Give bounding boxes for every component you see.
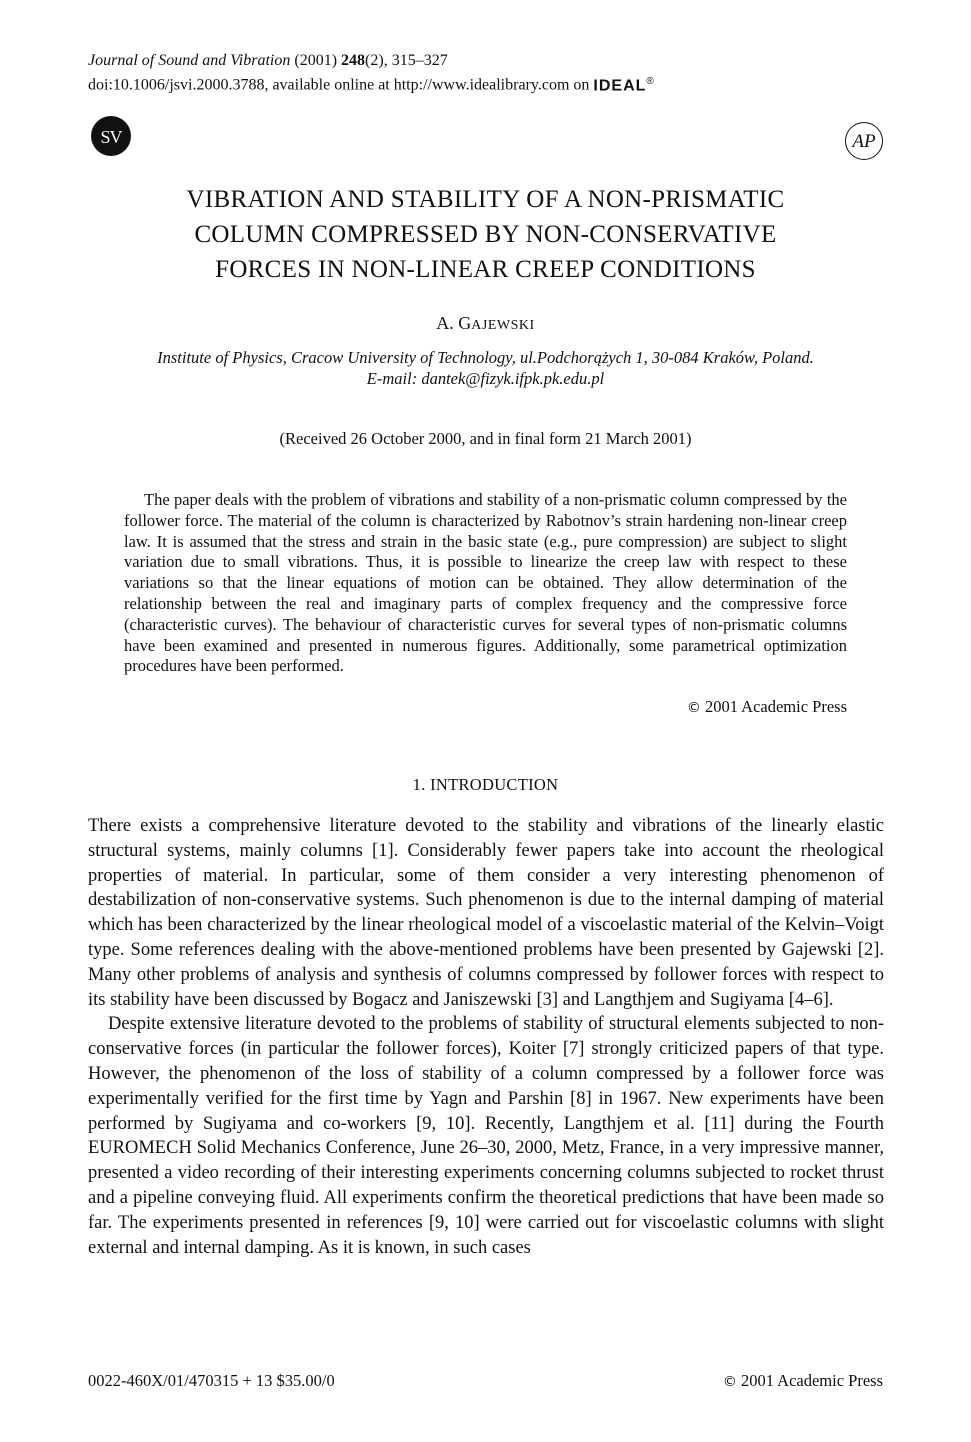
abstract-copyright xyxy=(687,697,847,717)
copyright-icon: © xyxy=(686,700,701,716)
author-initial: A. G xyxy=(436,313,472,333)
abstract-copyright-text: 2001 Academic Press xyxy=(704,697,847,716)
journal-issue-pages: (2), 315–327 xyxy=(365,52,448,69)
body-text xyxy=(88,814,884,1260)
journal-volume: 248 xyxy=(341,52,366,69)
affiliation-email: E-mail: dantek@fizyk.ifpk.pk.edu.pl xyxy=(366,369,605,388)
author-name xyxy=(0,313,971,334)
sv-publisher-logo: SV xyxy=(91,116,131,156)
abstract: The paper deals with the problem of vibrations and stability of a non-prismatic column compressed by the follower force. The material of the column is characterized by Rabotnov’s strain hardening non-linear creep law. It is assumed that the stress and strain in the basic state (e.g., pure compression) are subject to slight variation due to small vibrations. Thus, it is possible to linearize the creep law with respect to these variations so that the linear equations of motion can be obtained. They allow determination of the relationship between the real and imaginary parts of complex frequency and the compressive force (characteristic curves). The behaviour of characteristic curves for several types of non-prismatic columns have been examined and presented in numerous figures. Additionally, some parametrical optimization procedures have been performed. xyxy=(124,490,847,676)
journal-header xyxy=(88,50,655,96)
paper-title xyxy=(60,182,911,287)
footer-copyright-text: 2001 Academic Press xyxy=(740,1371,883,1390)
footer-issn: 0022-460X/01/470315 + 13 $35.00/0 xyxy=(88,1371,335,1390)
copyright-icon: © xyxy=(722,1374,737,1390)
citation-line xyxy=(88,50,655,71)
affiliation-address: Institute of Physics, Cracow University of Technology, ul.Podchorążych 1, 30-084 Kraków, Poland. xyxy=(157,348,814,367)
title-line-1: VIBRATION AND STABILITY OF A NON-PRISMATIC xyxy=(186,186,785,213)
ap-publisher-logo: AP xyxy=(845,122,883,160)
title-line-3: FORCES IN NON-LINEAR CREEP CONDITIONS xyxy=(215,256,756,283)
ideal-logo-text: IDEAL xyxy=(593,77,647,95)
received-dates: (Received 26 October 2000, and in final form 21 March 2001) xyxy=(279,429,692,448)
doi-text: doi:10.1006/jsvi.2000.3788, available online at http://www.idealibrary.com on xyxy=(88,76,590,94)
title-line-2: COLUMN COMPRESSED BY NON-CONSERVATIVE xyxy=(194,221,777,248)
journal-name: Journal of Sound and Vibration xyxy=(88,52,291,69)
footer-copyright xyxy=(723,1371,883,1391)
section-heading: 1. INTRODUCTION xyxy=(412,775,559,794)
registered-mark: ® xyxy=(646,76,655,87)
author-surname: AJEWSKI xyxy=(471,318,535,333)
journal-year: (2001) xyxy=(294,52,338,69)
paragraph-2: Despite extensive literature devoted to the problems of stability of structural elements subjected to non-conservative forces (in particular the follower forces), Koiter [7] strongly criticized papers of that type. However, the phenomenon of the loss of stability of a column compressed by a follower force was experimentally verified for the first time by Yagn and Parshin [8] in 1967. New experiments have been performed by Sugiyama and co-workers [9, 10]. Recently, Langthjem et al. [11] during the Fourth EUROMECH Solid Mechanics Conference, June 26–30, 2000, Metz, France, in a very impressive manner, presented a video recording of their interesting experiments concerning columns subjected to rocket thrust and a pipeline conveying fluid. All experiments confirm the theoretical predictions that have been made so far. The experiments presented in references [9, 10] were carried out for viscoelastic columns with slight external and internal damping. As it is known, in such cases xyxy=(88,1014,884,1258)
doi-line xyxy=(88,71,655,96)
paragraph-1: There exists a comprehensive literature devoted to the stability and vibrations of the linearly elastic structural systems, mainly columns [1]. Considerably fewer papers take into account the rheological properties of material. In particular, some of them consider a very interesting phenomenon of destabilization of non-conservative systems. Such phenomenon is due to the internal damping of material which has been characterized by the linear rheological model of a viscoelastic material of the Kelvin–Voigt type. Some references dealing with the above-mentioned problems have been presented by Gajewski [2]. Many other problems of analysis and synthesis of columns compressed by follower forces with respect to its stability have been discussed by Bogacz and Janiszewski [3] and Langthjem and Sugiyama [4–6]. xyxy=(88,816,884,1010)
affiliation xyxy=(60,347,911,389)
ideal-logo xyxy=(593,71,654,96)
